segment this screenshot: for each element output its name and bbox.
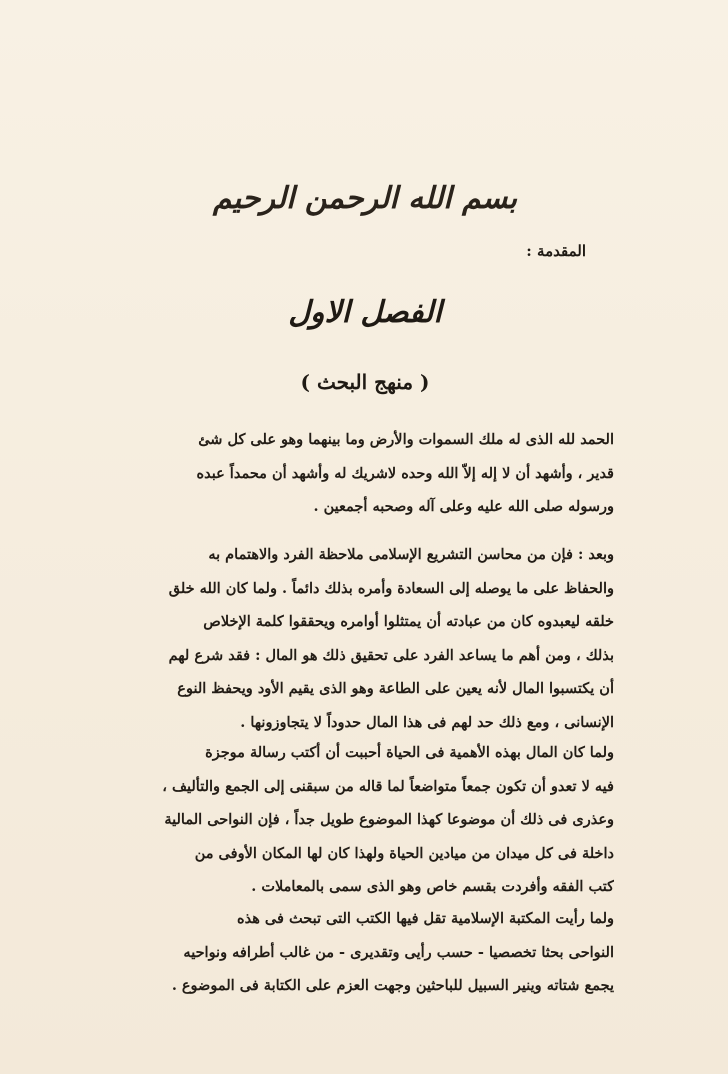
paragraph-4 — [118, 902, 614, 1003]
text-line: داخلة فى كل ميدان من ميادين الحياة ولهذا كان لها المكان الأوفى من — [194, 844, 614, 862]
text-line: ورسوله صلى الله عليه وعلى آله وصحبه أجمعين . — [313, 498, 614, 515]
paragraph-1 — [118, 423, 614, 524]
text-line: والحفاظ على ما يوصله إلى السعادة وأمره بذلك دائماً . ولما كان الله خلق — [168, 579, 614, 597]
text-line: يجمع شتاته وينير السبيل للباحثين وجهت العزم على الكتابة فى الموضوع . — [171, 977, 614, 994]
text-line: أن يكتسبوا المال لأنه يعين على الطاعة وهو الذى يقيم الأود ويحفظ النوع — [177, 680, 614, 697]
text-line: الإنسانى ، ومع ذلك حد لهم فى هذا المال حدوداً لا يتجاوزونها . — [240, 713, 614, 731]
chapter-subtitle: ( منهج البحث ) — [300, 370, 430, 394]
bismillah-calligraphy: بسم الله الرحمن الرحيم — [212, 180, 518, 216]
text-line: النواحى بحثا تخصصيا - حسب رأيى وتقديرى - من غالب أطرافه ونواحيه — [183, 943, 614, 961]
text-line: وبعد : فإن من محاسن التشريع الإسلامى ملاحظة الفرد والاهتمام به — [208, 546, 614, 563]
text-line: ولما رأيت المكتبة الإسلامية تقل فيها الكتب التى تبحث فى هذه — [237, 910, 614, 927]
text-line: بذلك ، ومن أهم ما يساعد الفرد على تحقيق ذلك هو المال : فقد شرع لهم — [168, 646, 614, 664]
paragraph-3 — [118, 736, 614, 904]
paragraph-2 — [118, 538, 614, 739]
chapter-title: الفصل الاول — [288, 295, 442, 330]
text-line: الحمد لله الذى له ملك السموات والأرض وما بينهما وهو على كل شئ — [198, 431, 614, 448]
text-line: خلقه ليعبدوه كان من عبادته أن يمتثلوا أوامره ويحققوا كلمة الإخلاص — [203, 613, 614, 630]
text-line: ولما كان المال بهذه الأهمية فى الحياة أحببت أن أكتب رسالة موجزة — [205, 744, 614, 761]
text-line: وعذرى فى ذلك أن موضوعا كهذا الموضوع طويل جداً ، فإن النواحى المالية — [164, 811, 614, 828]
text-line: قدير ، وأشهد أن لا إله إلاّ الله وحده لاشريك له وأشهد أن محمداً عبده — [196, 464, 614, 482]
intro-label: المقدمة : — [526, 242, 586, 260]
text-line: فيه لا تعدو أن تكون جمعاً متواضعاً لما قاله من سبقنى إلى الجمع والتأليف ، — [162, 777, 614, 795]
text-line: كتب الفقه وأفردت بقسم خاص وهو الذى سمى بالمعاملات . — [251, 878, 614, 895]
